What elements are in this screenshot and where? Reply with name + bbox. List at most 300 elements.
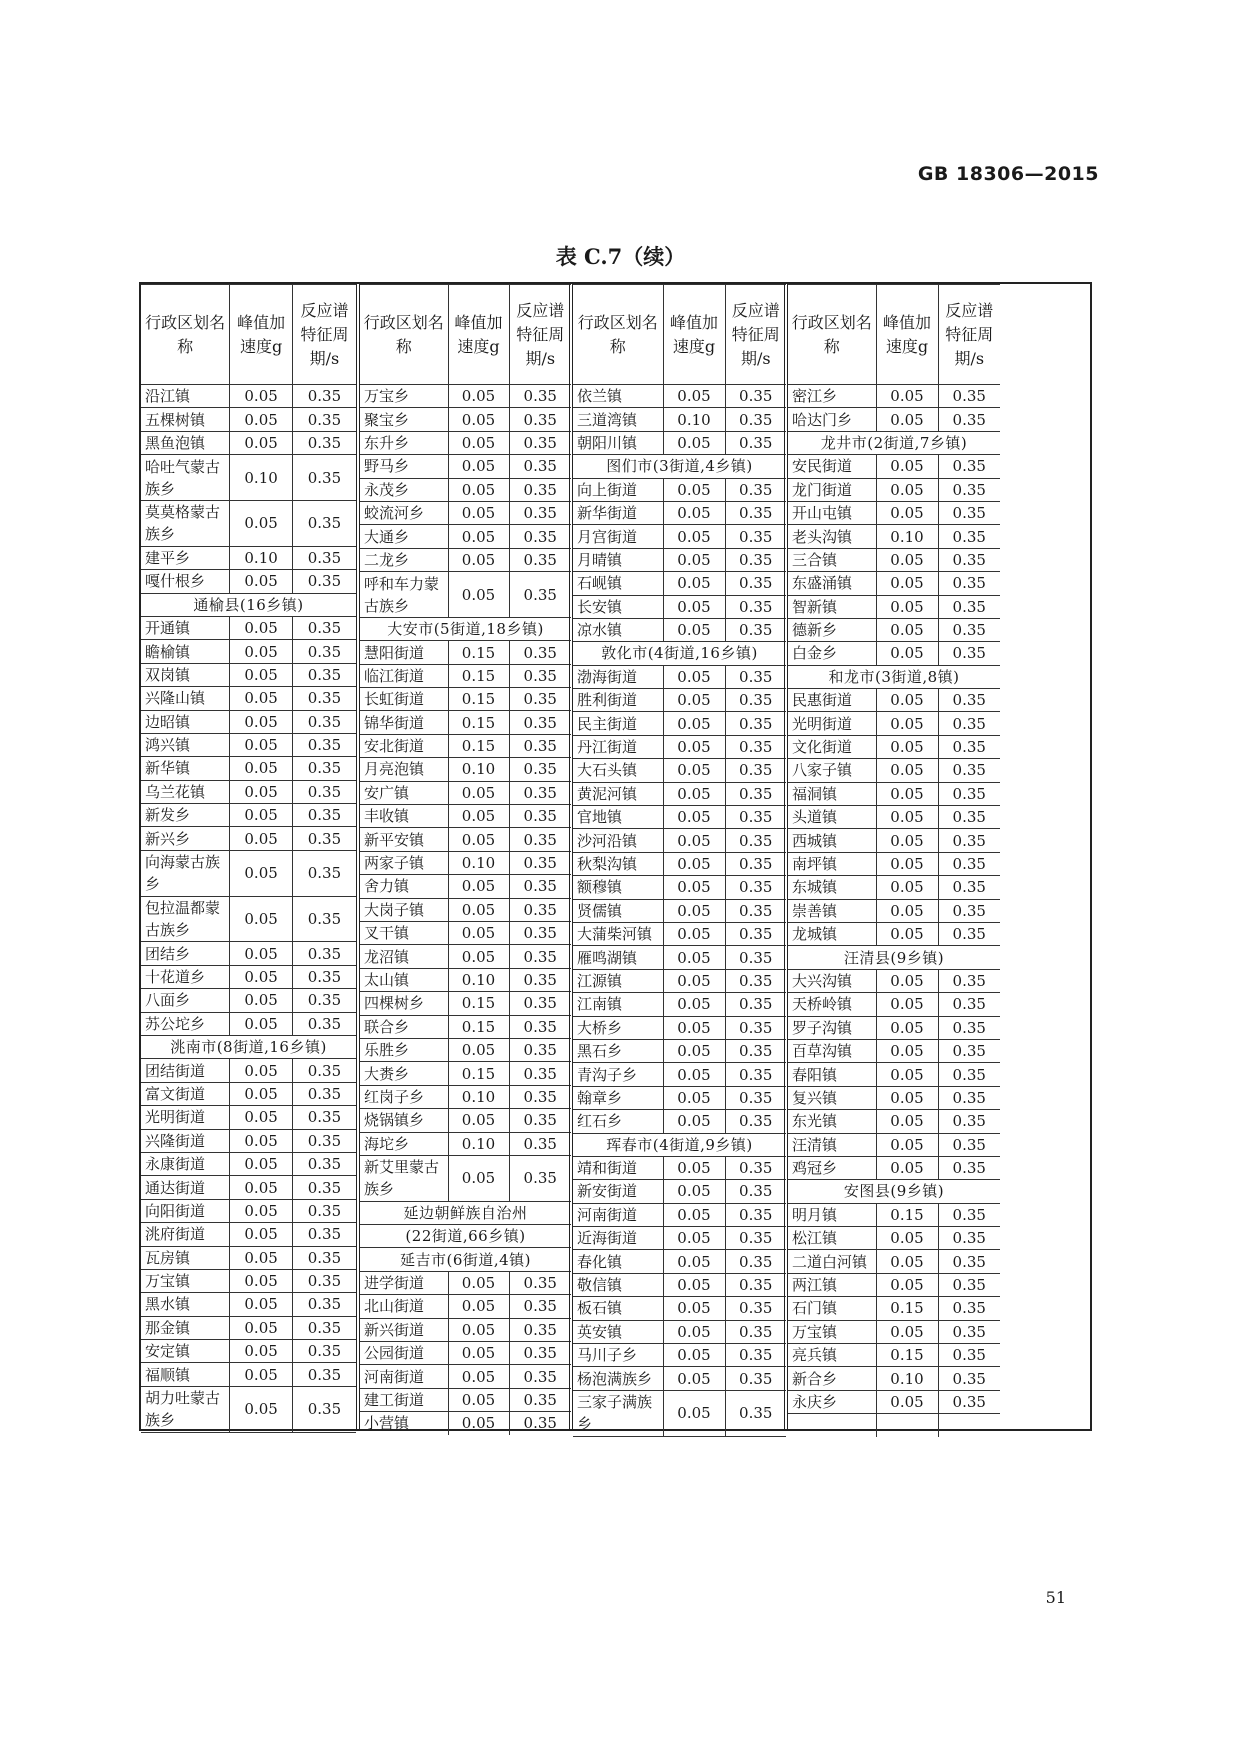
peak-acceleration-value: 0.05 [663, 782, 725, 805]
region-group-label: (22街道,66乡镇) [360, 1225, 571, 1248]
peak-acceleration-value: 0.05 [663, 969, 725, 992]
region-name: 江源镇 [573, 969, 663, 992]
table-row [788, 572, 1000, 595]
region-name: 大石头镇 [573, 759, 663, 782]
table-row [141, 804, 356, 827]
region-name: 万宝乡 [360, 385, 448, 408]
table-row [360, 408, 571, 431]
table-row [141, 1340, 356, 1363]
region-name: 苏公坨乡 [141, 1012, 230, 1035]
table-row [788, 852, 1000, 875]
peak-acceleration-value: 0.05 [663, 1110, 725, 1133]
characteristic-period-value: 0.35 [509, 1109, 571, 1132]
region-name: 新合乡 [788, 1367, 876, 1390]
characteristic-period-value: 0.35 [725, 1203, 786, 1226]
region-name: 近海街道 [573, 1227, 663, 1250]
characteristic-period-value: 0.35 [509, 1038, 571, 1061]
characteristic-period-value: 0.35 [725, 1156, 786, 1179]
region-name: 福洞镇 [788, 782, 876, 805]
region-name: 东盛涌镇 [788, 572, 876, 595]
characteristic-period-value: 0.35 [292, 1340, 356, 1363]
peak-acceleration-value: 0.10 [448, 1085, 509, 1108]
region-name: 黑鱼泡镇 [141, 431, 230, 454]
peak-acceleration-value: 0.05 [230, 804, 293, 827]
region-name: 大岗子镇 [360, 898, 448, 921]
characteristic-period-value: 0.35 [509, 945, 571, 968]
table-row [573, 1110, 786, 1133]
table-row [141, 1152, 356, 1175]
characteristic-period-value: 0.35 [509, 688, 571, 711]
characteristic-period-value: 0.35 [292, 1082, 356, 1105]
characteristic-period-value: 0.35 [509, 1015, 571, 1038]
region-name: 大兴沟镇 [788, 969, 876, 992]
region-name: 聚宝乡 [360, 408, 448, 431]
table-row [788, 1367, 1000, 1390]
characteristic-period-value: 0.35 [292, 1223, 356, 1246]
table-row [360, 875, 571, 898]
characteristic-period-value: 0.35 [725, 408, 786, 431]
peak-acceleration-value: 0.15 [876, 1344, 938, 1367]
characteristic-period-value: 0.35 [725, 969, 786, 992]
peak-acceleration-value: 0.05 [663, 852, 725, 875]
region-name: 嘎什根乡 [141, 570, 230, 593]
characteristic-period-value: 0.35 [292, 1176, 356, 1199]
peak-acceleration-value: 0.05 [230, 1059, 293, 1082]
characteristic-period-value: 0.35 [725, 1320, 786, 1343]
region-name: 建工街道 [360, 1388, 448, 1411]
table-row [360, 992, 571, 1015]
peak-acceleration-value: 0.05 [876, 969, 938, 992]
region-name: 哈达门乡 [788, 408, 876, 431]
region-name: 三道湾镇 [573, 408, 663, 431]
empty-cell [876, 1414, 938, 1437]
peak-acceleration-value: 0.05 [230, 1082, 293, 1105]
characteristic-period-value: 0.35 [292, 1012, 356, 1035]
peak-acceleration-value: 0.10 [448, 968, 509, 991]
peak-acceleration-value: 0.15 [448, 992, 509, 1015]
characteristic-period-value: 0.35 [509, 1085, 571, 1108]
region-name: 慧阳街道 [360, 641, 448, 664]
characteristic-period-value: 0.35 [938, 876, 1000, 899]
region-name: 崇善镇 [788, 899, 876, 922]
table-row [788, 1344, 1000, 1367]
region-name: 丹江街道 [573, 735, 663, 758]
characteristic-period-value: 0.35 [509, 1062, 571, 1085]
table-row [360, 664, 571, 687]
peak-acceleration-value: 0.05 [663, 1320, 725, 1343]
peak-acceleration-value: 0.05 [230, 500, 293, 546]
characteristic-period-value: 0.35 [292, 546, 356, 569]
peak-acceleration-value: 0.05 [663, 1039, 725, 1062]
characteristic-period-value: 0.35 [509, 781, 571, 804]
header-name: 行政区划名称 [141, 285, 230, 385]
characteristic-period-value: 0.35 [938, 689, 1000, 712]
region-name: 春阳镇 [788, 1063, 876, 1086]
peak-acceleration-value: 0.05 [876, 1250, 938, 1273]
table-row [573, 385, 786, 408]
region-name: 长虹街道 [360, 688, 448, 711]
peak-acceleration-value: 0.05 [230, 1363, 293, 1386]
characteristic-period-value: 0.35 [725, 548, 786, 571]
characteristic-period-value: 0.35 [725, 782, 786, 805]
region-name: 呼和车力蒙古族乡 [360, 572, 448, 618]
region-name: 龙门街道 [788, 478, 876, 501]
peak-acceleration-value: 0.05 [448, 828, 509, 851]
table-row [141, 1316, 356, 1339]
peak-acceleration-value: 0.05 [663, 1227, 725, 1250]
characteristic-period-value: 0.35 [509, 1132, 571, 1155]
region-name: 红石乡 [573, 1110, 663, 1133]
characteristic-period-value: 0.35 [725, 712, 786, 735]
characteristic-period-value: 0.35 [938, 572, 1000, 595]
peak-acceleration-value: 0.15 [448, 734, 509, 757]
characteristic-period-value: 0.35 [509, 548, 571, 571]
peak-acceleration-value: 0.10 [230, 455, 293, 501]
characteristic-period-value: 0.35 [938, 1390, 1000, 1413]
peak-acceleration-value: 0.05 [230, 570, 293, 593]
table-row [360, 385, 571, 408]
group-header-row [360, 617, 571, 640]
region-name: 亮兵镇 [788, 1344, 876, 1367]
region-name: 公园街道 [360, 1342, 448, 1365]
table-row [788, 525, 1000, 548]
table-row [141, 1106, 356, 1129]
peak-acceleration-value: 0.05 [448, 431, 509, 454]
characteristic-period-value: 0.35 [292, 687, 356, 710]
table-row [788, 993, 1000, 1016]
region-name: 十花道乡 [141, 965, 230, 988]
region-group-label: 延吉市(6街道,4镇) [360, 1248, 571, 1271]
region-name: 大赉乡 [360, 1062, 448, 1085]
table-row [788, 1203, 1000, 1226]
table-row [360, 922, 571, 945]
table-row [788, 1390, 1000, 1413]
characteristic-period-value: 0.35 [938, 1320, 1000, 1343]
region-name: 月亮泡镇 [360, 758, 448, 781]
peak-acceleration-value: 0.05 [876, 1063, 938, 1086]
characteristic-period-value: 0.35 [725, 1016, 786, 1039]
region-name: 三合镇 [788, 548, 876, 571]
peak-acceleration-value: 0.05 [230, 850, 293, 896]
characteristic-period-value: 0.35 [509, 805, 571, 828]
region-name: 春化镇 [573, 1250, 663, 1273]
peak-acceleration-value: 0.05 [876, 1273, 938, 1296]
region-name: 北山街道 [360, 1295, 448, 1318]
characteristic-period-value: 0.35 [509, 525, 571, 548]
characteristic-period-value: 0.35 [938, 969, 1000, 992]
characteristic-period-value: 0.35 [509, 501, 571, 524]
table-row [360, 1318, 571, 1341]
peak-acceleration-value: 0.05 [230, 827, 293, 850]
characteristic-period-value: 0.35 [292, 1106, 356, 1129]
peak-acceleration-value: 0.05 [663, 1390, 725, 1436]
characteristic-period-value: 0.35 [725, 1297, 786, 1320]
table-row [788, 595, 1000, 618]
region-name: 南坪镇 [788, 852, 876, 875]
table-row [141, 780, 356, 803]
table-row [573, 1344, 786, 1367]
characteristic-period-value: 0.35 [938, 478, 1000, 501]
table-row [360, 1271, 571, 1294]
table-row [360, 1412, 571, 1435]
peak-acceleration-value: 0.05 [230, 1106, 293, 1129]
peak-acceleration-value: 0.15 [876, 1203, 938, 1226]
peak-acceleration-value: 0.05 [448, 1388, 509, 1411]
region-name: 新兴街道 [360, 1318, 448, 1341]
region-name: 江南镇 [573, 993, 663, 1016]
peak-acceleration-value: 0.05 [663, 385, 725, 408]
peak-acceleration-value: 0.05 [448, 1155, 509, 1201]
peak-acceleration-value: 0.05 [448, 1365, 509, 1388]
table-row [573, 993, 786, 1016]
characteristic-period-value: 0.35 [725, 806, 786, 829]
table-row [141, 733, 356, 756]
table-row [141, 408, 356, 431]
characteristic-period-value: 0.35 [509, 734, 571, 757]
region-name: 舍力镇 [360, 875, 448, 898]
peak-acceleration-value: 0.05 [876, 782, 938, 805]
region-name: 开通镇 [141, 616, 230, 639]
table-row [573, 735, 786, 758]
peak-acceleration-value: 0.05 [663, 735, 725, 758]
peak-acceleration-value: 0.05 [230, 408, 293, 431]
table-row [360, 501, 571, 524]
table-row [360, 1295, 571, 1318]
table-row [573, 431, 786, 454]
peak-acceleration-value: 0.05 [876, 922, 938, 945]
region-name: 月宫街道 [573, 525, 663, 548]
region-name: 莫莫格蒙古族乡 [141, 500, 230, 546]
peak-acceleration-value: 0.10 [663, 408, 725, 431]
table-row [573, 852, 786, 875]
characteristic-period-value: 0.35 [725, 525, 786, 548]
region-name: 河南街道 [360, 1365, 448, 1388]
table-row [360, 478, 571, 501]
peak-acceleration-value: 0.05 [876, 1390, 938, 1413]
table-row [360, 1388, 571, 1411]
characteristic-period-value: 0.35 [725, 759, 786, 782]
table-row [788, 1016, 1000, 1039]
table-row [573, 1063, 786, 1086]
peak-acceleration-value: 0.05 [448, 408, 509, 431]
characteristic-period-value: 0.35 [725, 1344, 786, 1367]
table-row [788, 455, 1000, 478]
region-name: 临江街道 [360, 664, 448, 687]
table-row [573, 759, 786, 782]
peak-acceleration-value: 0.05 [230, 1386, 293, 1432]
region-name: 天桥岭镇 [788, 993, 876, 1016]
region-name: 英安镇 [573, 1320, 663, 1343]
table-row [788, 1320, 1000, 1343]
peak-acceleration-value: 0.05 [876, 572, 938, 595]
table-row [141, 827, 356, 850]
region-name: 二龙乡 [360, 548, 448, 571]
peak-acceleration-value: 0.05 [230, 663, 293, 686]
characteristic-period-value: 0.35 [725, 876, 786, 899]
region-name: 东光镇 [788, 1110, 876, 1133]
characteristic-period-value: 0.35 [938, 829, 1000, 852]
region-name: 松江镇 [788, 1227, 876, 1250]
characteristic-period-value: 0.35 [938, 1250, 1000, 1273]
table-row [573, 478, 786, 501]
group-header-row [141, 593, 356, 616]
header-name: 行政区划名称 [573, 285, 663, 385]
table-row [360, 898, 571, 921]
table-row [788, 782, 1000, 805]
characteristic-period-value: 0.35 [938, 852, 1000, 875]
characteristic-period-value: 0.35 [292, 942, 356, 965]
characteristic-period-value: 0.35 [938, 1133, 1000, 1156]
region-name: 瞻榆镇 [141, 640, 230, 663]
peak-acceleration-value: 0.05 [230, 942, 293, 965]
characteristic-period-value: 0.35 [292, 1363, 356, 1386]
region-name: 头道镇 [788, 806, 876, 829]
peak-acceleration-value: 0.05 [876, 1156, 938, 1179]
region-name: 海坨乡 [360, 1132, 448, 1155]
table-row [360, 1062, 571, 1085]
table-row [788, 735, 1000, 758]
characteristic-period-value: 0.35 [938, 922, 1000, 945]
peak-acceleration-value: 0.05 [230, 1316, 293, 1339]
table-row [360, 1132, 571, 1155]
table-row [788, 1227, 1000, 1250]
peak-acceleration-value: 0.15 [876, 1297, 938, 1320]
sub-table [573, 284, 786, 1437]
characteristic-period-value: 0.35 [292, 455, 356, 501]
peak-acceleration-value: 0.05 [230, 733, 293, 756]
region-name: 朝阳川镇 [573, 431, 663, 454]
region-name: 明月镇 [788, 1203, 876, 1226]
region-name: 新华街道 [573, 501, 663, 524]
peak-acceleration-value: 0.05 [876, 1320, 938, 1343]
region-name: 团结乡 [141, 942, 230, 965]
characteristic-period-value: 0.35 [509, 1271, 571, 1294]
table-row [141, 989, 356, 1012]
peak-acceleration-value: 0.05 [230, 1012, 293, 1035]
header-characteristic-period: 反应谱特征周期/s [725, 285, 786, 385]
table-row [573, 969, 786, 992]
peak-acceleration-value: 0.05 [876, 735, 938, 758]
peak-acceleration-value: 0.05 [663, 712, 725, 735]
region-name: 东升乡 [360, 431, 448, 454]
table-row [141, 965, 356, 988]
peak-acceleration-value: 0.15 [448, 641, 509, 664]
table-row [573, 501, 786, 524]
region-name: 敬信镇 [573, 1273, 663, 1296]
characteristic-period-value: 0.35 [725, 1110, 786, 1133]
header-name: 行政区划名称 [788, 285, 876, 385]
table-row [360, 1015, 571, 1038]
table-row [573, 689, 786, 712]
table-row [788, 759, 1000, 782]
characteristic-period-value: 0.35 [509, 1295, 571, 1318]
characteristic-period-value: 0.35 [509, 1318, 571, 1341]
sub-table [360, 284, 571, 1435]
characteristic-period-value: 0.35 [725, 665, 786, 688]
characteristic-period-value: 0.35 [292, 500, 356, 546]
characteristic-period-value: 0.35 [725, 1250, 786, 1273]
peak-acceleration-value: 0.05 [876, 1086, 938, 1109]
characteristic-period-value: 0.35 [938, 642, 1000, 665]
region-name: 进学街道 [360, 1271, 448, 1294]
header-peak-acceleration: 峰值加速度g [230, 285, 293, 385]
characteristic-period-value: 0.35 [725, 946, 786, 969]
characteristic-period-value: 0.35 [509, 641, 571, 664]
table-row [141, 1059, 356, 1082]
region-name: 密江乡 [788, 385, 876, 408]
region-name: 永康街道 [141, 1152, 230, 1175]
characteristic-period-value: 0.35 [938, 1156, 1000, 1179]
group-header-row [360, 1201, 571, 1224]
table-row [788, 478, 1000, 501]
peak-acceleration-value: 0.05 [876, 759, 938, 782]
table-row [141, 385, 356, 408]
peak-acceleration-value: 0.05 [663, 595, 725, 618]
characteristic-period-value: 0.35 [292, 896, 356, 942]
table-column-4 [784, 284, 998, 1429]
table-row [788, 642, 1000, 665]
region-name: 通达街道 [141, 1176, 230, 1199]
characteristic-period-value: 0.35 [509, 408, 571, 431]
region-name: 万宝镇 [141, 1269, 230, 1292]
characteristic-period-value: 0.35 [725, 431, 786, 454]
region-name: 安广镇 [360, 781, 448, 804]
table-row [141, 640, 356, 663]
characteristic-period-value: 0.35 [292, 616, 356, 639]
seismic-parameter-table [139, 282, 1092, 1434]
characteristic-period-value: 0.35 [292, 1246, 356, 1269]
characteristic-period-value: 0.35 [292, 1316, 356, 1339]
peak-acceleration-value: 0.05 [876, 1039, 938, 1062]
peak-acceleration-value: 0.05 [876, 455, 938, 478]
region-name: 龙城镇 [788, 922, 876, 945]
table-row [573, 595, 786, 618]
table-row [788, 1250, 1000, 1273]
table-row [788, 1039, 1000, 1062]
table-row [573, 899, 786, 922]
peak-acceleration-value: 0.05 [876, 478, 938, 501]
peak-acceleration-value: 0.05 [448, 455, 509, 478]
region-name: 两江镇 [788, 1273, 876, 1296]
table-row [573, 829, 786, 852]
characteristic-period-value: 0.35 [509, 851, 571, 874]
characteristic-period-value: 0.35 [292, 850, 356, 896]
table-row [573, 1367, 786, 1390]
table-row [360, 1365, 571, 1388]
region-name: 石门镇 [788, 1297, 876, 1320]
region-name: 太山镇 [360, 968, 448, 991]
header-characteristic-period: 反应谱特征周期/s [509, 285, 571, 385]
characteristic-period-value: 0.35 [725, 1227, 786, 1250]
region-name: 边昭镇 [141, 710, 230, 733]
characteristic-period-value: 0.35 [938, 1227, 1000, 1250]
peak-acceleration-value: 0.05 [663, 1063, 725, 1086]
table-row [573, 618, 786, 641]
table-row [360, 1085, 571, 1108]
peak-acceleration-value: 0.05 [663, 876, 725, 899]
peak-acceleration-value: 0.05 [448, 1038, 509, 1061]
region-name: 八家子镇 [788, 759, 876, 782]
region-name: 丰收镇 [360, 805, 448, 828]
table-row [573, 525, 786, 548]
region-name: 板石镇 [573, 1297, 663, 1320]
peak-acceleration-value: 0.05 [663, 525, 725, 548]
characteristic-period-value: 0.35 [725, 1063, 786, 1086]
peak-acceleration-value: 0.05 [448, 525, 509, 548]
peak-acceleration-value: 0.05 [663, 806, 725, 829]
characteristic-period-value: 0.35 [938, 618, 1000, 641]
peak-acceleration-value: 0.05 [230, 1340, 293, 1363]
